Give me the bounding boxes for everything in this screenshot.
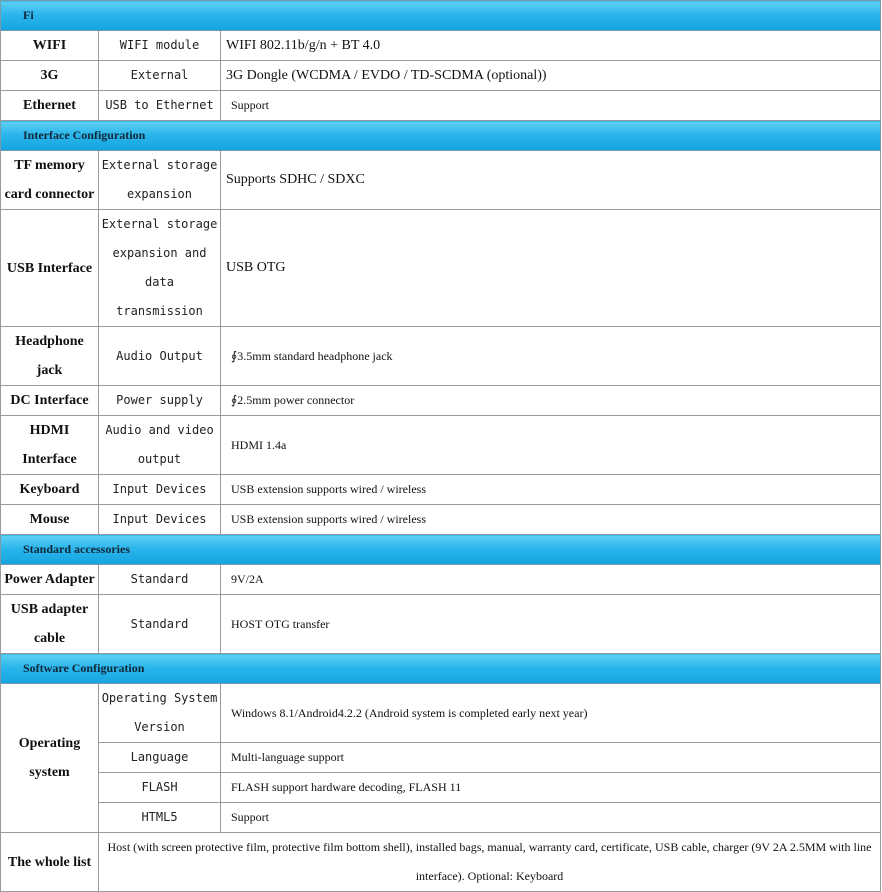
row-value-usb: USB OTG [221,210,881,327]
section-title: Fi [1,1,881,31]
row-sub-language: Language [99,743,221,773]
table-row [1,565,881,595]
table-row [1,31,881,61]
section-title: Software Configuration [1,654,881,684]
row-sub-hdmi: Audio and video output [99,416,221,475]
row-sub-html5: HTML5 [99,803,221,833]
table-row [1,416,881,475]
row-sub-usb: External storage expansion and data transmission [99,210,221,327]
row-value-flash: FLASH support hardware decoding, FLASH 11 [221,773,881,803]
table-row [1,505,881,535]
row-sub-os-version: Operating System Version [99,684,221,743]
row-value-keyboard: USB extension supports wired / wireless [221,475,881,505]
row-sub-dc: Power supply [99,386,221,416]
row-value-ethernet: Support [221,91,881,121]
row-label-usb: USB Interface [1,210,99,327]
row-value-dc: ∮2.5mm power connector [221,386,881,416]
section-header-software [1,654,881,684]
row-sub-wifi: WIFI module [99,31,221,61]
row-value-whole-list: Host (with screen protective film, protective film bottom shell), installed bags, manual, warranty card, certificate, USB cable, charger (9V 2A 2.5MM with line interface). Optional: Keyboard [99,833,881,892]
section-header-interface [1,121,881,151]
row-sub-3g: External [99,61,221,91]
row-value-wifi: WIFI 802.11b/g/n + BT 4.0 [221,31,881,61]
table-row [1,773,881,803]
row-label-power-adapter: Power Adapter [1,565,99,595]
row-value-power-adapter: 9V/2A [221,565,881,595]
row-sub-mouse: Input Devices [99,505,221,535]
row-label-3g: 3G [1,61,99,91]
row-label-ethernet: Ethernet [1,91,99,121]
table-row [1,684,881,743]
section-title: Standard accessories [1,535,881,565]
row-value-headphone: ∮3.5mm standard headphone jack [221,327,881,386]
row-label-os: Operating system [1,684,99,833]
table-row [1,743,881,773]
row-sub-keyboard: Input Devices [99,475,221,505]
table-row [1,803,881,833]
section-title: Interface Configuration [1,121,881,151]
section-header-network [1,1,881,31]
row-label-whole-list: The whole list [1,833,99,892]
row-value-usb-cable: HOST OTG transfer [221,595,881,654]
row-label-mouse: Mouse [1,505,99,535]
row-sub-headphone: Audio Output [99,327,221,386]
table-row [1,151,881,210]
row-label-hdmi: HDMI Interface [1,416,99,475]
row-label-usb-cable: USB adapter cable [1,595,99,654]
table-row [1,327,881,386]
row-label-dc: DC Interface [1,386,99,416]
row-value-tf-card: Supports SDHC / SDXC [221,151,881,210]
table-row [1,833,881,892]
table-row [1,475,881,505]
row-sub-tf-card: External storage expansion [99,151,221,210]
row-sub-usb-cable: Standard [99,595,221,654]
row-value-3g: 3G Dongle (WCDMA / EVDO / TD-SCDMA (optional)) [221,61,881,91]
row-value-language: Multi-language support [221,743,881,773]
row-label-wifi: WIFI [1,31,99,61]
section-header-accessories [1,535,881,565]
table-row [1,595,881,654]
row-label-keyboard: Keyboard [1,475,99,505]
table-row [1,210,881,327]
table-row [1,61,881,91]
row-sub-flash: FLASH [99,773,221,803]
row-sub-power-adapter: Standard [99,565,221,595]
row-label-headphone: Headphone jack [1,327,99,386]
row-value-os-version: Windows 8.1/Android4.2.2 (Android system is completed early next year) [221,684,881,743]
row-sub-ethernet: USB to Ethernet [99,91,221,121]
table-row [1,91,881,121]
row-value-mouse: USB extension supports wired / wireless [221,505,881,535]
row-value-html5: Support [221,803,881,833]
row-label-tf-card: TF memory card connector [1,151,99,210]
table-row [1,386,881,416]
row-value-hdmi: HDMI 1.4a [221,416,881,475]
